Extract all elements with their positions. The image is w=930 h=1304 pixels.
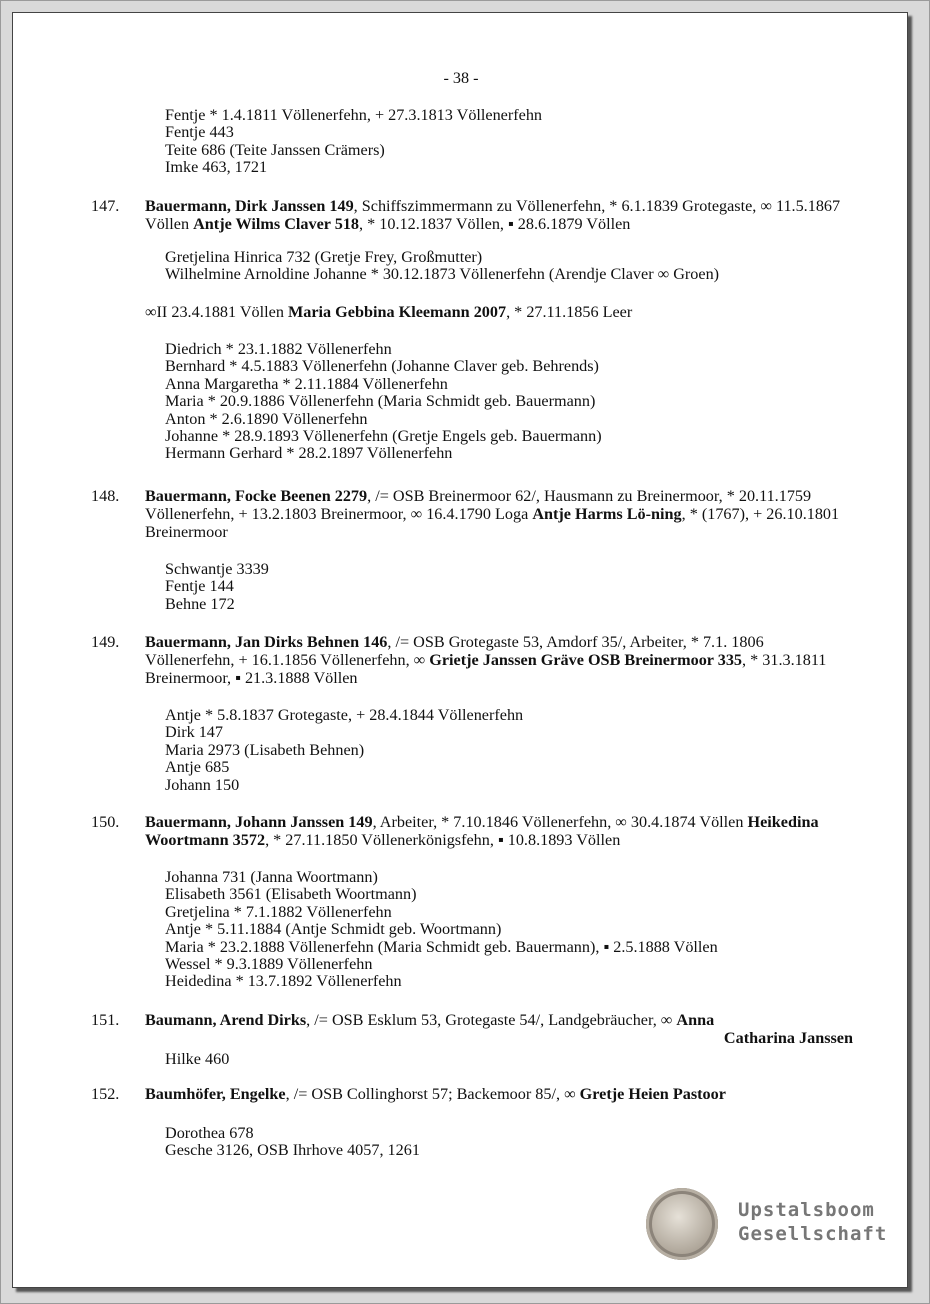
entry-heading bbox=[145, 487, 853, 541]
spouse-details: , * 31.3.1811 Breinermoor, ▪ 21.3.1888 Völlen bbox=[145, 651, 827, 687]
child-line: Antje * 5.8.1837 Grotegaste, + 28.4.1844 Völlenerfehn bbox=[165, 706, 524, 724]
entry-number: 152. bbox=[91, 1085, 120, 1103]
marriage-prefix: ∞II 23.4.1881 Völlen bbox=[145, 303, 288, 321]
child-line: Heidedina * 13.7.1892 Völlenerfehn bbox=[165, 972, 402, 991]
child-line: Gesche 3126, OSB Ihrhove 4057, 1261 bbox=[165, 1141, 420, 1160]
entry-heading bbox=[145, 1011, 853, 1047]
child-line: Anna Margaretha * 2.11.1884 Völlenerfehn bbox=[165, 374, 448, 393]
child-line: Fentje 144 bbox=[165, 577, 234, 596]
child-line: Imke 463, 1721 bbox=[165, 158, 268, 177]
person-name: Baumann, Arend Dirks bbox=[145, 1011, 307, 1029]
child-line: Johanna 731 (Janna Woortmann) bbox=[165, 868, 378, 886]
document-page bbox=[12, 12, 908, 1288]
entry-details: , /= OSB Esklum 53, Grotegaste 54/, Landgebräucher, ∞ bbox=[306, 1011, 677, 1029]
entry-details: , /= OSB Grotegaste 53, Amdorf 35/, Arbeiter, * 7.1. 1806 Völlenerfehn, + 16.1.1856 Völlenerfehn, ∞ bbox=[145, 633, 764, 669]
entry-details: , /= OSB Collinghorst 57; Backemoor 85/, ∞ bbox=[285, 1085, 580, 1103]
entry-number: 147. bbox=[91, 197, 120, 215]
person-name: Bauermann, Johann Janssen 149 bbox=[145, 813, 373, 831]
entry-number: 151. bbox=[91, 1011, 120, 1029]
child-line: Johann 150 bbox=[165, 775, 240, 794]
spouse-name: Antje Wilms Claver 518 bbox=[193, 215, 360, 233]
child-line: Wessel * 9.3.1889 Völlenerfehn bbox=[165, 955, 373, 974]
brand-line-2: Gesellschaft bbox=[738, 1223, 888, 1245]
child-line: Schwantje 3339 bbox=[165, 560, 269, 578]
spouse-details: , * 10.12.1837 Völlen, ▪ 28.6.1879 Völlen bbox=[359, 215, 631, 233]
child-line: Teite 686 (Teite Janssen Crämers) bbox=[165, 140, 385, 159]
person-name: Baumhöfer, Engelke bbox=[145, 1085, 286, 1103]
child-line: Johanne * 28.9.1893 Völlenerfehn (Gretje Engels geb. Bauermann) bbox=[165, 427, 602, 446]
child-line: Elisabeth 3561 (Elisabeth Woortmann) bbox=[165, 885, 417, 904]
child-line: Maria 2973 (Lisabeth Behnen) bbox=[165, 740, 365, 759]
child-line: Anton * 2.6.1890 Völlenerfehn bbox=[165, 409, 368, 428]
continuation-children bbox=[165, 107, 542, 177]
spouse-name: Maria Gebbina Kleemann 2007 bbox=[287, 303, 507, 321]
spouse-name: Anna bbox=[676, 1011, 715, 1029]
child-line: Wilhelmine Arnoldine Johanne * 30.12.1873 Völlenerfehn (Arendje Claver ∞ Groen) bbox=[165, 265, 720, 284]
spouse-name: Gretje Heien Pastoor bbox=[579, 1085, 726, 1103]
children-list bbox=[165, 341, 602, 463]
entry-heading bbox=[145, 1085, 853, 1103]
seal-icon bbox=[646, 1188, 718, 1260]
child-line: Behne 172 bbox=[165, 594, 235, 613]
entry-details: , Schiffszimmermann zu Völlenerfehn, * 6.1.1839 Grotegaste, ∞ 11.5.1867 Völlen bbox=[145, 197, 841, 233]
child-line: Bernhard * 4.5.1883 Völlenerfehn (Johanne Claver geb. Behrends) bbox=[165, 357, 599, 376]
child-line: Dorothea 678 bbox=[165, 1124, 254, 1142]
entry-heading bbox=[145, 197, 853, 233]
person-name: Bauermann, Jan Dirks Behnen 146 bbox=[145, 633, 388, 651]
child-line: Fentje 443 bbox=[165, 123, 234, 142]
brand-line-1: Upstalsboom bbox=[738, 1199, 875, 1221]
child-line: Antje 685 bbox=[165, 758, 230, 777]
child-line: Diedrich * 23.1.1882 Völlenerfehn bbox=[165, 340, 392, 358]
child-line: Hermann Gerhard * 28.2.1897 Völlenerfehn bbox=[165, 444, 453, 463]
children-list bbox=[165, 1051, 229, 1068]
entry-details: , Arbeiter, * 7.10.1846 Völlenerfehn, ∞ 30.4.1874 Völlen bbox=[372, 813, 748, 831]
second-marriage bbox=[145, 303, 632, 322]
spouse-name: Antje Harms Lö-ning bbox=[532, 505, 682, 523]
children-list bbox=[165, 561, 269, 613]
children-list bbox=[165, 869, 718, 991]
children-list bbox=[165, 249, 719, 284]
child-line: Dirk 147 bbox=[165, 723, 223, 742]
spouse-details: , * 27.11.1850 Völlenerkönigsfehn, ▪ 10.8.1893 Völlen bbox=[265, 831, 621, 849]
entry-heading bbox=[145, 813, 853, 849]
person-name: Bauermann, Dirk Janssen 149 bbox=[145, 197, 354, 215]
children-list bbox=[165, 1125, 420, 1160]
child-line: Fentje * 1.4.1811 Völlenerfehn, + 27.3.1813 Völlenerfehn bbox=[165, 106, 543, 124]
entry-details: , /= OSB Breinermoor 62/, Hausmann zu Breinermoor, * 20.11.1759 Völlenerfehn, + 13.2.1803 Breinermoor, ∞ 16.4.1790 Loga bbox=[145, 487, 812, 523]
entry-number: 149. bbox=[91, 633, 120, 651]
person-name: Bauermann, Focke Beenen 2279 bbox=[145, 487, 368, 505]
brand-watermark bbox=[738, 1198, 887, 1246]
child-line: Gretjelina Hinrica 732 (Gretje Frey, Großmutter) bbox=[165, 248, 483, 266]
child-line: Hilke 460 bbox=[165, 1050, 230, 1068]
spouse-name: Heikedina Woortmann 3572 bbox=[145, 813, 819, 849]
spouse-name: Grietje Janssen Gräve OSB Breinermoor 335 bbox=[429, 651, 743, 669]
child-line: Maria * 20.9.1886 Völlenerfehn (Maria Schmidt geb. Bauermann) bbox=[165, 392, 596, 411]
child-line: Maria * 23.2.1888 Völlenerfehn (Maria Schmidt geb. Bauermann), ▪ 2.5.1888 Völlen bbox=[165, 937, 718, 956]
spouse-details: , * (1767), + 26.10.1801 Breinermoor bbox=[145, 505, 840, 541]
page-number: - 38 - bbox=[443, 69, 479, 87]
spouse-details: , * 27.11.1856 Leer bbox=[506, 303, 633, 321]
children-list bbox=[165, 707, 523, 794]
child-line: Gretjelina * 7.1.1882 Völlenerfehn bbox=[165, 902, 392, 921]
entry-heading bbox=[145, 633, 853, 687]
entry-number: 148. bbox=[91, 487, 120, 505]
spouse-name-continued: Catharina Janssen bbox=[723, 1029, 853, 1047]
child-line: Antje * 5.11.1884 (Antje Schmidt geb. Woortmann) bbox=[165, 920, 502, 939]
entry-number: 150. bbox=[91, 813, 120, 831]
